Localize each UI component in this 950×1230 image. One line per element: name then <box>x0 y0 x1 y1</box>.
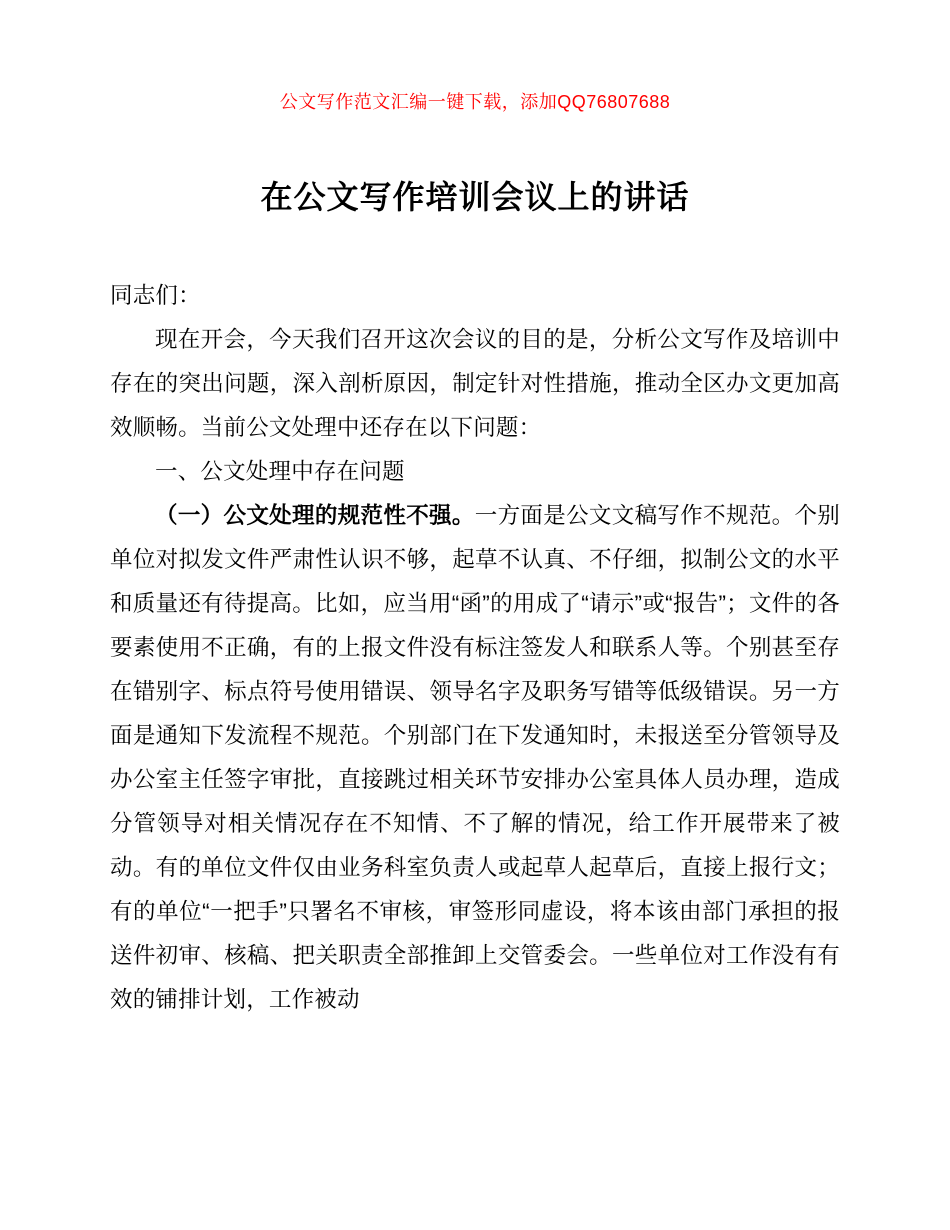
salutation <box>110 274 840 318</box>
text-run: 同志们： <box>110 283 201 308</box>
text-run: 一方面是公文文稿写作不规范。个别单位对拟发文件严肃性认识不够，起草不认真、不仔细，拟制公文的水平和质量还有待提高。比如，应当用“函”的用成了“请示”或“报告”；文件的各要素使用不正确，有的上报文件没有标注签发人和联系人等。个别甚至存在错别字、标点符号使用错误、领导名字及职务写错等低级错误。另一方面是通知下发流程不规范。个别部门在下发通知时，未报送至分管领导及办公室主任签字审批，直接跳过相关环节安排办公室具体人员办理，造成分管领导对相关情况存在不知情、不了解的情况，给工作开展带来了被动。有的单位文件仅由业务科室负责人或起草人起草后，直接上报行文；有的单位“一把手”只署名不审核，审签形同虚设，将本该由部门承担的报送件初审、核稿、把关职责全部推卸上交管委会。一些单位对工作没有有效的铺排计划，工作被动 <box>110 503 840 1012</box>
document-body <box>110 274 840 1022</box>
subsection-1-paragraph <box>110 494 840 1022</box>
promo-banner: 公文写作范文汇编一键下载，添加QQ76807688 <box>279 92 671 112</box>
section-heading-1 <box>110 450 840 494</box>
bold-run: （一）公文处理的规范性不强。 <box>155 503 475 528</box>
text-run: 现在开会，今天我们召开这次会议的目的是，分析公文写作及培训中存在的突出问题，深入剖析原因，制定针对性措施，推动全区办文更加高效顺畅。当前公文处理中还存在以下问题： <box>110 327 840 440</box>
page-title: 在公文写作培训会议上的讲话 <box>260 179 690 215</box>
opening-paragraph <box>110 318 840 450</box>
text-run: 一、公文处理中存在问题 <box>155 459 405 484</box>
